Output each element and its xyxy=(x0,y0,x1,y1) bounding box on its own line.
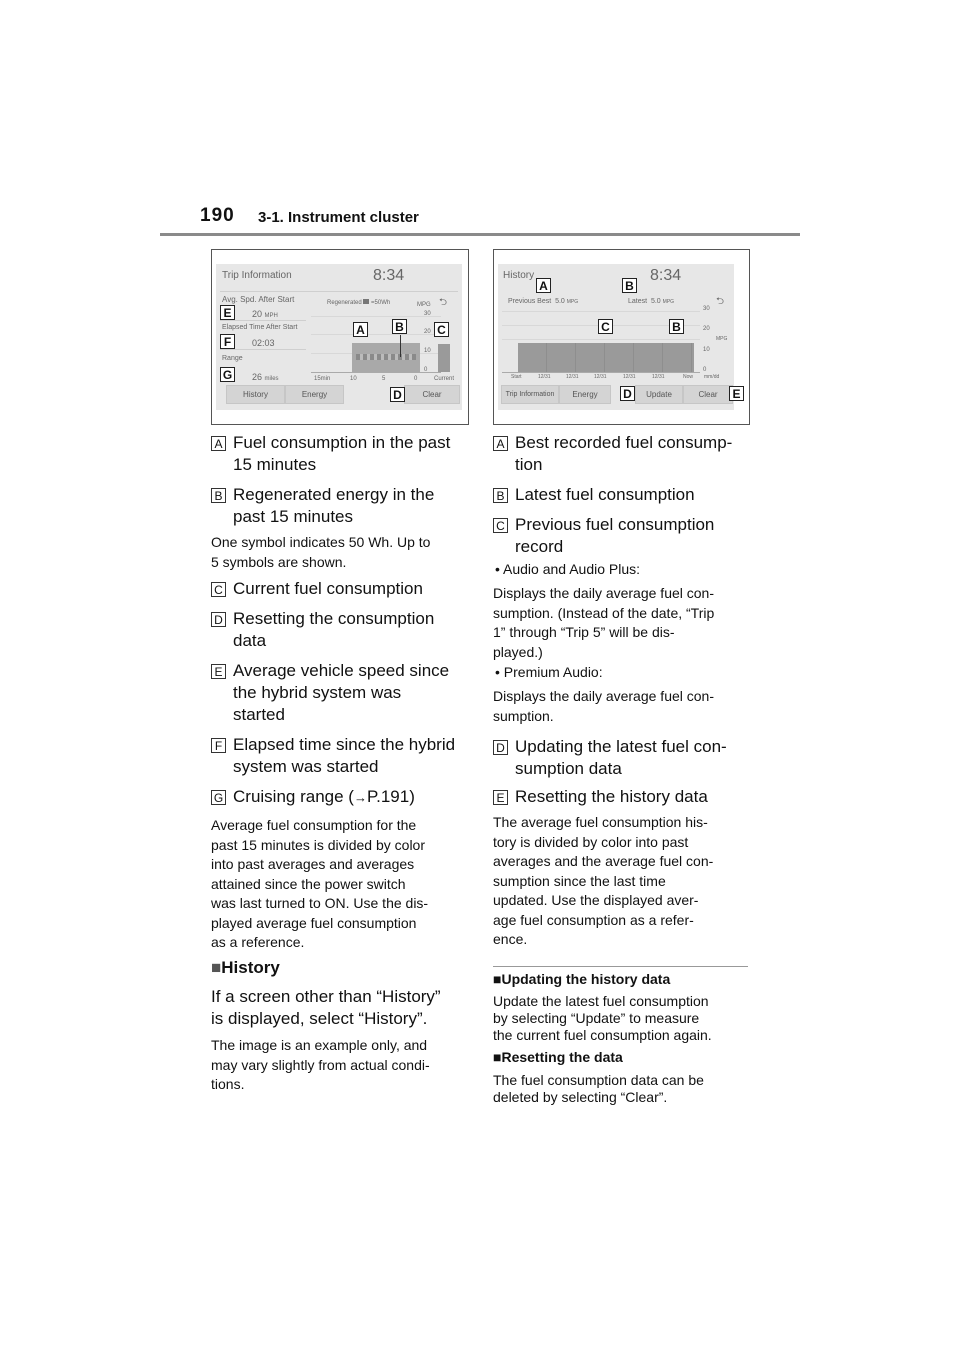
y-tick: 20 xyxy=(703,326,710,332)
y-tick: 30 xyxy=(703,306,710,312)
item-d-text: Resetting the consumption data xyxy=(233,609,435,650)
clear-button[interactable]: Clear xyxy=(404,385,460,404)
label-c: C xyxy=(211,582,226,597)
bullet-premium-audio: • Premium Audio: xyxy=(495,664,603,680)
y-tick: 0 xyxy=(424,367,428,373)
regenerated-label: Regenerated =50Wh xyxy=(327,300,391,306)
y-tick: 0 xyxy=(703,367,707,373)
section-title: 3-1. Instrument cluster xyxy=(258,209,419,226)
callout-c: C xyxy=(598,319,613,334)
page-ref-link[interactable]: P.191) xyxy=(366,787,415,806)
screen-clock: 8:34 xyxy=(373,267,405,284)
gridline xyxy=(311,334,441,335)
label-a: A xyxy=(493,436,508,451)
trip-info-figure xyxy=(211,249,469,425)
updating-history-heading: ■Updating the history data xyxy=(493,971,671,987)
hist-item-a-text: Best recorded fuel consump- tion xyxy=(515,433,733,474)
x-tick: Now xyxy=(683,374,694,380)
history-bars xyxy=(518,343,694,372)
history-button[interactable]: History xyxy=(226,385,285,404)
screen-clock: 8:34 xyxy=(650,267,682,284)
label-d: D xyxy=(493,740,508,755)
callout-a: A xyxy=(536,278,551,293)
back-icon[interactable]: ⮌ xyxy=(716,296,725,307)
item-b-note: One symbol indicates 50 Wh. Up to 5 symbols are shown. xyxy=(211,534,431,570)
gridline xyxy=(502,311,700,312)
item-c-text: Current fuel consumption xyxy=(233,579,423,598)
callout-b-pointer xyxy=(400,335,401,357)
avg-speed-value: 20 MPH xyxy=(252,309,278,319)
range-value: 26 miles xyxy=(252,372,279,382)
item-b-text: Regenerated energy in the past 15 minutes xyxy=(233,485,435,526)
label-b: B xyxy=(211,488,226,503)
gridline xyxy=(502,339,700,340)
y-tick: 10 xyxy=(703,347,710,353)
label-e: E xyxy=(493,790,508,805)
label-g: G xyxy=(211,790,226,805)
x-tick: 12/31 xyxy=(623,374,636,380)
history-screen xyxy=(498,264,734,410)
latest: Latest 5.0 MPG xyxy=(628,298,675,305)
y-tick: 30 xyxy=(424,311,431,317)
regen-symbol-icon xyxy=(363,299,369,304)
x-tick: 12/31 xyxy=(566,374,579,380)
x-tick: 12/31 xyxy=(594,374,607,380)
x-tick: Start xyxy=(511,374,522,380)
section-divider xyxy=(493,966,748,967)
divider xyxy=(220,320,306,321)
energy-button[interactable]: Energy xyxy=(559,385,611,404)
range-label: Range xyxy=(222,355,243,362)
x-tick: 12/31 xyxy=(652,374,665,380)
trip-info-screen xyxy=(216,264,462,410)
y-tick: 20 xyxy=(424,329,431,335)
x-tick: 5 xyxy=(382,376,386,382)
mpg-unit: MPG xyxy=(417,302,431,308)
callout-d: D xyxy=(390,387,405,402)
callout-b: B xyxy=(392,319,407,334)
x-tick: 15min xyxy=(314,376,331,382)
item-g-text: Cruising range (→P.191) xyxy=(233,787,415,806)
callout-b: B xyxy=(669,319,684,334)
divider xyxy=(220,349,306,350)
history-color-note: The average fuel consumption his- tory is divided by color into past averages and the average fuel con- sumption since the last time updated. Use the displayed aver- age fuel consumption as a refer- ence. xyxy=(493,814,714,947)
regen-symbol-row xyxy=(356,354,416,360)
history-instruction: If a screen other than “History” is displayed, select “History”. xyxy=(211,987,441,1028)
hist-item-d-text: Updating the latest fuel con- sumption data xyxy=(515,737,727,778)
history-figure xyxy=(493,249,750,425)
avg-speed-label: Avg. Spd. After Start xyxy=(222,295,295,304)
callout-a: A xyxy=(353,322,368,337)
label-b: B xyxy=(493,488,508,503)
hist-item-e-text: Resetting the history data xyxy=(515,787,708,806)
divider xyxy=(220,291,458,292)
back-icon[interactable]: ⮌ xyxy=(439,297,448,308)
item-a-text: Fuel consumption in the past 15 minutes xyxy=(233,433,451,474)
arrow-right-icon: → xyxy=(353,790,367,805)
item-f-text: Elapsed time since the hybrid system was started xyxy=(233,735,456,776)
history-heading: ■History xyxy=(211,958,280,977)
avg-fuel-note: Average fuel consumption for the past 15 minutes is divided by color into past averages and averages attained since the power switch was last turned to ON. Use the dis- played average fuel consumption as a reference. xyxy=(211,817,429,950)
baseline xyxy=(502,372,700,373)
callout-e: E xyxy=(220,305,235,320)
x-tick: mm/dd xyxy=(704,374,720,380)
resetting-data-note: The fuel consumption data can be deleted by selecting “Clear”. xyxy=(493,1072,704,1105)
gridline xyxy=(311,316,441,317)
energy-button[interactable]: Energy xyxy=(285,385,344,404)
screen-title: History xyxy=(503,270,535,281)
label-d: D xyxy=(211,612,226,627)
trip-information-button[interactable]: Trip Information xyxy=(501,385,559,404)
hist-item-c-text: Previous fuel consumption record xyxy=(515,515,715,556)
mpg-unit: MPG xyxy=(716,336,728,342)
label-e: E xyxy=(211,664,226,679)
bullet-audio-plus-note: Displays the daily average fuel con- sumption. (Instead of the date, “Trip 1” through “Trip 5” will be dis- played.) xyxy=(493,585,715,660)
previous-best: Previous Best 5.0 MPG xyxy=(508,298,579,305)
label-c: C xyxy=(493,518,508,533)
elapsed-time-label: Elapsed Time After Start xyxy=(222,324,298,331)
callout-d: D xyxy=(620,386,635,401)
x-tick: 12/31 xyxy=(538,374,551,380)
x-tick: Current xyxy=(434,376,455,382)
bullet-premium-audio-note: Displays the daily average fuel con- sumption. xyxy=(493,688,715,724)
bullet-audio-plus: • Audio and Audio Plus: xyxy=(495,561,641,577)
update-button[interactable]: Update xyxy=(635,385,683,404)
callout-b: B xyxy=(622,278,637,293)
item-e-text: Average vehicle speed since the hybrid system was started xyxy=(233,661,450,724)
resetting-data-heading: ■Resetting the data xyxy=(493,1049,623,1065)
x-tick: 0 xyxy=(414,376,418,382)
page-number: 190 xyxy=(200,205,235,226)
hist-item-b-text: Latest fuel consumption xyxy=(515,485,695,504)
callout-g: G xyxy=(220,367,235,382)
elapsed-time-value: 02:03 xyxy=(252,338,275,348)
image-example-note: The image is an example only, and may vary slightly from actual condi- tions. xyxy=(211,1037,430,1092)
updating-history-note: Update the latest fuel consumption by selecting “Update” to measure the current fuel consumption again. xyxy=(493,993,712,1043)
callout-f: F xyxy=(220,334,235,349)
header-rule xyxy=(160,233,800,236)
x-tick: 10 xyxy=(350,376,357,382)
screen-title: Trip Information xyxy=(222,270,292,281)
clear-button[interactable]: Clear xyxy=(683,385,733,404)
label-a: A xyxy=(211,436,226,451)
callout-c: C xyxy=(434,322,449,337)
baseline xyxy=(311,372,441,373)
square-bullet-icon: ■ xyxy=(211,958,222,977)
callout-e: E xyxy=(729,386,744,401)
current-consumption-bar xyxy=(438,344,450,372)
label-f: F xyxy=(211,738,226,753)
y-tick: 10 xyxy=(424,348,431,354)
